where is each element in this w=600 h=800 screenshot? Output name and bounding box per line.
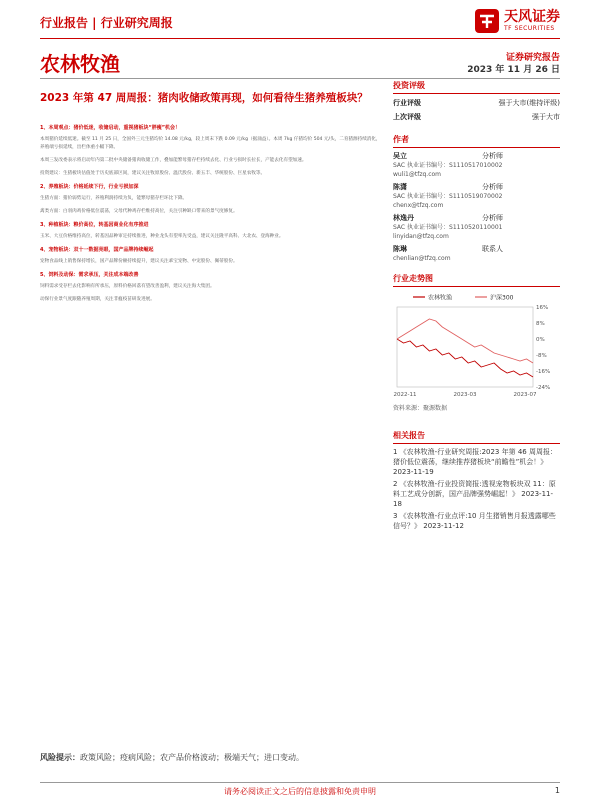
related-report-title[interactable]: 3 《农林牧渔-行业点评:10 月生猪销售月报透露哪些信号？》 bbox=[393, 512, 556, 530]
section-heading: 2、养殖板块：价格延续下行，行业亏损加深 bbox=[40, 184, 139, 190]
body-paragraph: 饲料需求受存栏去化影响有所承压，原料价格回落有望改善盈利，建议关注海大集团。 bbox=[40, 284, 215, 289]
analyst-entry bbox=[393, 151, 560, 179]
y-tick-label: -24% bbox=[536, 385, 551, 391]
analyst-email[interactable]: chenx@tfzq.com bbox=[393, 202, 444, 209]
related-report-title[interactable]: 1 《农林牧渔-行业研究周报:2023 年第 46 周周报：猪价低位震荡，继续推荐猪板块“前瞻性”机会！》 bbox=[393, 448, 557, 466]
analyst-email[interactable]: chenlian@tfzq.com bbox=[393, 255, 451, 262]
section-heading: 4、宠物板块：双十一数据亮眼，国产品牌持续崛起 bbox=[40, 247, 154, 253]
rating-row bbox=[393, 98, 560, 108]
y-tick-label: 16% bbox=[536, 305, 549, 311]
author-section-title: 作者 bbox=[393, 135, 409, 144]
risk-warning bbox=[40, 752, 304, 763]
analyst-name: 陈琳 bbox=[393, 245, 407, 253]
related-report-date: 2023-11-19 bbox=[393, 468, 434, 476]
analyst-name-row bbox=[393, 244, 503, 254]
chart-section-title: 行业走势图 bbox=[393, 274, 433, 283]
analyst-name-row bbox=[393, 213, 503, 223]
chart-divider bbox=[393, 286, 560, 287]
related-report-item[interactable] bbox=[393, 479, 560, 509]
related-divider bbox=[393, 443, 560, 444]
chart-source: 资料来源：聚源数据 bbox=[393, 405, 448, 412]
x-tick-label: 2022-11 bbox=[393, 392, 417, 398]
y-tick-label: -16% bbox=[536, 369, 551, 375]
analyst-email[interactable]: wuli1@tfzq.com bbox=[393, 171, 442, 178]
sidebar bbox=[393, 78, 560, 533]
y-tick-label: 0% bbox=[536, 337, 545, 343]
analyst-name: 林逸丹 bbox=[393, 214, 414, 222]
industry-title: 农林牧渔 bbox=[40, 52, 120, 76]
rating-key: 上次评级 bbox=[393, 113, 421, 121]
report-category: 行业报告 | 行业研究周报 bbox=[40, 16, 173, 30]
body-paragraph: 投资建议：生猪板块估值处于历史底部区间，建议关注牧原股份、温氏股份、新五丰、华统股份、巨星农牧等。 bbox=[40, 171, 266, 176]
analyst-name-row bbox=[393, 151, 503, 161]
analyst-cert: SAC 执业证书编号：S1110517010002 bbox=[393, 162, 503, 169]
body-paragraph: 玉米、大豆价格维持高位，转基因品种审定持续推进，种业龙头有望率先受益，建议关注隆平高科、大北农、登海种业。 bbox=[40, 234, 284, 239]
related-report-date: 2023-11-12 bbox=[423, 522, 464, 530]
related-list bbox=[393, 447, 560, 531]
author-divider bbox=[393, 147, 560, 148]
footer-disclaimer[interactable]: 请务必阅读正文之后的信息披露和免责申明 bbox=[224, 787, 376, 796]
section-heading: 5、饲料及动保：需求承压，关注成本端改善 bbox=[40, 272, 139, 278]
body-paragraph: 本周三发改委表示将启动年内第二批中央储备猪肉收储工作，叠加能繁母猪存栏持续去化、行业亏损时长拉长，产能去化有望加速。 bbox=[40, 158, 307, 163]
x-tick-label: 2023-07 bbox=[513, 392, 537, 398]
chart-canvas bbox=[393, 291, 560, 401]
legend-label: 农林牧渔 bbox=[428, 294, 453, 302]
report-type: 证券研究报告 bbox=[505, 53, 560, 63]
analyst-email[interactable]: linyidan@tfzq.com bbox=[393, 233, 449, 240]
report-date: 2023 年 11 月 26 日 bbox=[467, 65, 560, 75]
logo-name-en: TF SECURITIES bbox=[504, 25, 555, 32]
rating-row bbox=[393, 112, 560, 122]
related-reports bbox=[393, 428, 560, 531]
report-header bbox=[40, 8, 560, 38]
report-headline: 2023 年第 47 周周报：猪肉收储政策再现，如何看待生猪养殖板块？ bbox=[40, 92, 368, 104]
series-line-hs300 bbox=[397, 319, 533, 363]
page-number: 1 bbox=[554, 786, 560, 795]
analyst-entry bbox=[393, 213, 560, 241]
analyst-entry bbox=[393, 182, 560, 210]
related-section-title: 相关报告 bbox=[393, 431, 425, 440]
analyst-role: 联系人 bbox=[482, 245, 503, 253]
series-line-industry bbox=[397, 339, 533, 377]
rating-value: 强于大市(维持评级) bbox=[498, 99, 560, 107]
rating-value: 强于大市 bbox=[532, 113, 560, 121]
company-logo bbox=[474, 8, 560, 34]
risk-label: 风险提示： bbox=[40, 753, 80, 762]
footer-divider bbox=[40, 782, 560, 783]
y-tick-label: -8% bbox=[536, 353, 547, 359]
analyst-name: 陈潇 bbox=[393, 183, 407, 191]
legend-label: 沪深300 bbox=[490, 294, 514, 302]
section-heading: 3、种植板块：粮价高位，转基因商业化有序推进 bbox=[40, 222, 149, 228]
related-report-title[interactable]: 2 《农林牧渔-行业投资简报:透视宠物板块双 11：原料工艺成分创新，国产品牌强势崛起！》 bbox=[393, 480, 556, 498]
body-paragraph: 生猪方面：猪价弱势运行，养殖利润持续为负，能繁母猪存栏环比下降。 bbox=[40, 196, 188, 201]
related-report-item[interactable] bbox=[393, 447, 560, 477]
report-body bbox=[40, 120, 385, 309]
analyst-role: 分析师 bbox=[482, 214, 503, 222]
rating-list bbox=[393, 98, 560, 122]
analyst-name: 吴立 bbox=[393, 152, 407, 160]
author-list bbox=[393, 151, 560, 263]
y-tick-label: 8% bbox=[536, 321, 545, 327]
analyst-role: 分析师 bbox=[482, 183, 503, 191]
analyst-role: 分析师 bbox=[482, 152, 503, 160]
header-divider bbox=[40, 38, 560, 39]
analyst-name-row bbox=[393, 182, 503, 192]
analyst-cert: SAC 执业证书编号：S1110520110001 bbox=[393, 224, 503, 231]
related-report-date: 2023-11-18 bbox=[393, 490, 554, 508]
section-heading: 1、本周观点：猪价低迷，收储启动，重视猪板块“胖瘦”机会！ bbox=[40, 125, 181, 131]
body-paragraph: 宠物食品线上销售保持增长，国产品牌份额持续提升，建议关注乖宝宠物、中宠股份、佩蒂股份。 bbox=[40, 259, 238, 264]
rating-divider bbox=[393, 93, 560, 94]
logo-name-cn: 天风证券 bbox=[504, 9, 560, 25]
body-paragraph: 动保行业景气度跟随养殖周期，关注非瘟疫苗研发进展。 bbox=[40, 297, 155, 302]
body-paragraph: 本周猪价延续低迷。截至 11 月 25 日，全国外三元生猪均价 14.08 元/kg，较上周末下跌 0.09 元/kg（据涌益）。本周 7kg 仔猪均价 504 元/头，二育猪源持续消化，养殖端亏损延续，出栏体重小幅下降。 bbox=[40, 137, 381, 150]
related-report-item[interactable] bbox=[393, 511, 560, 531]
analyst-entry bbox=[393, 244, 560, 263]
risk-text: 政策风险；疫病风险；农产品价格波动；极端天气；进口变动。 bbox=[80, 753, 304, 762]
rating-section-title: 投资评级 bbox=[393, 81, 425, 90]
rating-key: 行业评级 bbox=[393, 99, 421, 107]
industry-trend-chart bbox=[393, 291, 560, 401]
logo-icon bbox=[474, 8, 500, 34]
analyst-cert: SAC 执业证书编号：S1110519070002 bbox=[393, 193, 503, 200]
x-tick-label: 2023-03 bbox=[453, 392, 477, 398]
body-paragraph: 禽类方面：白羽肉鸡价格低位震荡，父母代种鸡存栏维持高位，关注引种缺口带来的景气度修复。 bbox=[40, 209, 238, 214]
